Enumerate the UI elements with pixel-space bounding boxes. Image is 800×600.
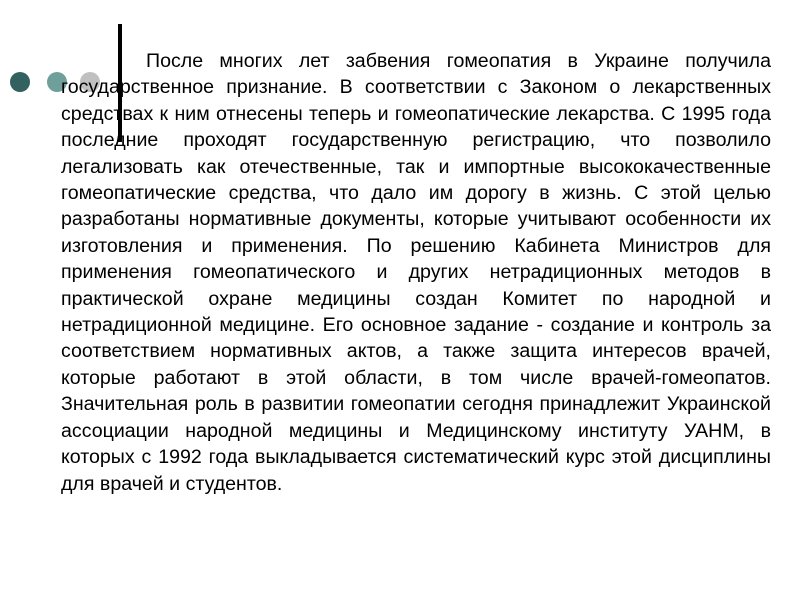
body-paragraph: После многих лет забвения гомеопатия в Украине получила государственное признание. В соответствии с Законом о лекарственных средствах к ним отнесены теперь и гомеопатические лекарства. С 1995 года последние проходят государственную регистрацию, что позволило легализовать как отечественные, так и импортные высококачественные гомеопатические средства, что дало им дорогу в жизнь. С этой целью разработаны нормативные документы, которые учитывают особенности их изготовления и применения. По решению Кабинета Министров для применения гомеопатического и других нетрадиционных методов в практической охране медицины создан Комитет по народной и нетрадиционной медицине. Его основное задание - создание и контроль за соответствием нормативных актов, а также защита интересов врачей, которые работают в этой области, в том числе врачей-гомеопатов. Значительная роль в развитии гомеопатии сегодня принадлежит Украинской ассоциации народной медицины и Медицинскому институту УАНМ, в которых с 1992 года выкладывается систематический курс этой дисциплины для врачей и студентов. (61, 50, 771, 495)
dark-teal-circle-icon (10, 72, 30, 92)
